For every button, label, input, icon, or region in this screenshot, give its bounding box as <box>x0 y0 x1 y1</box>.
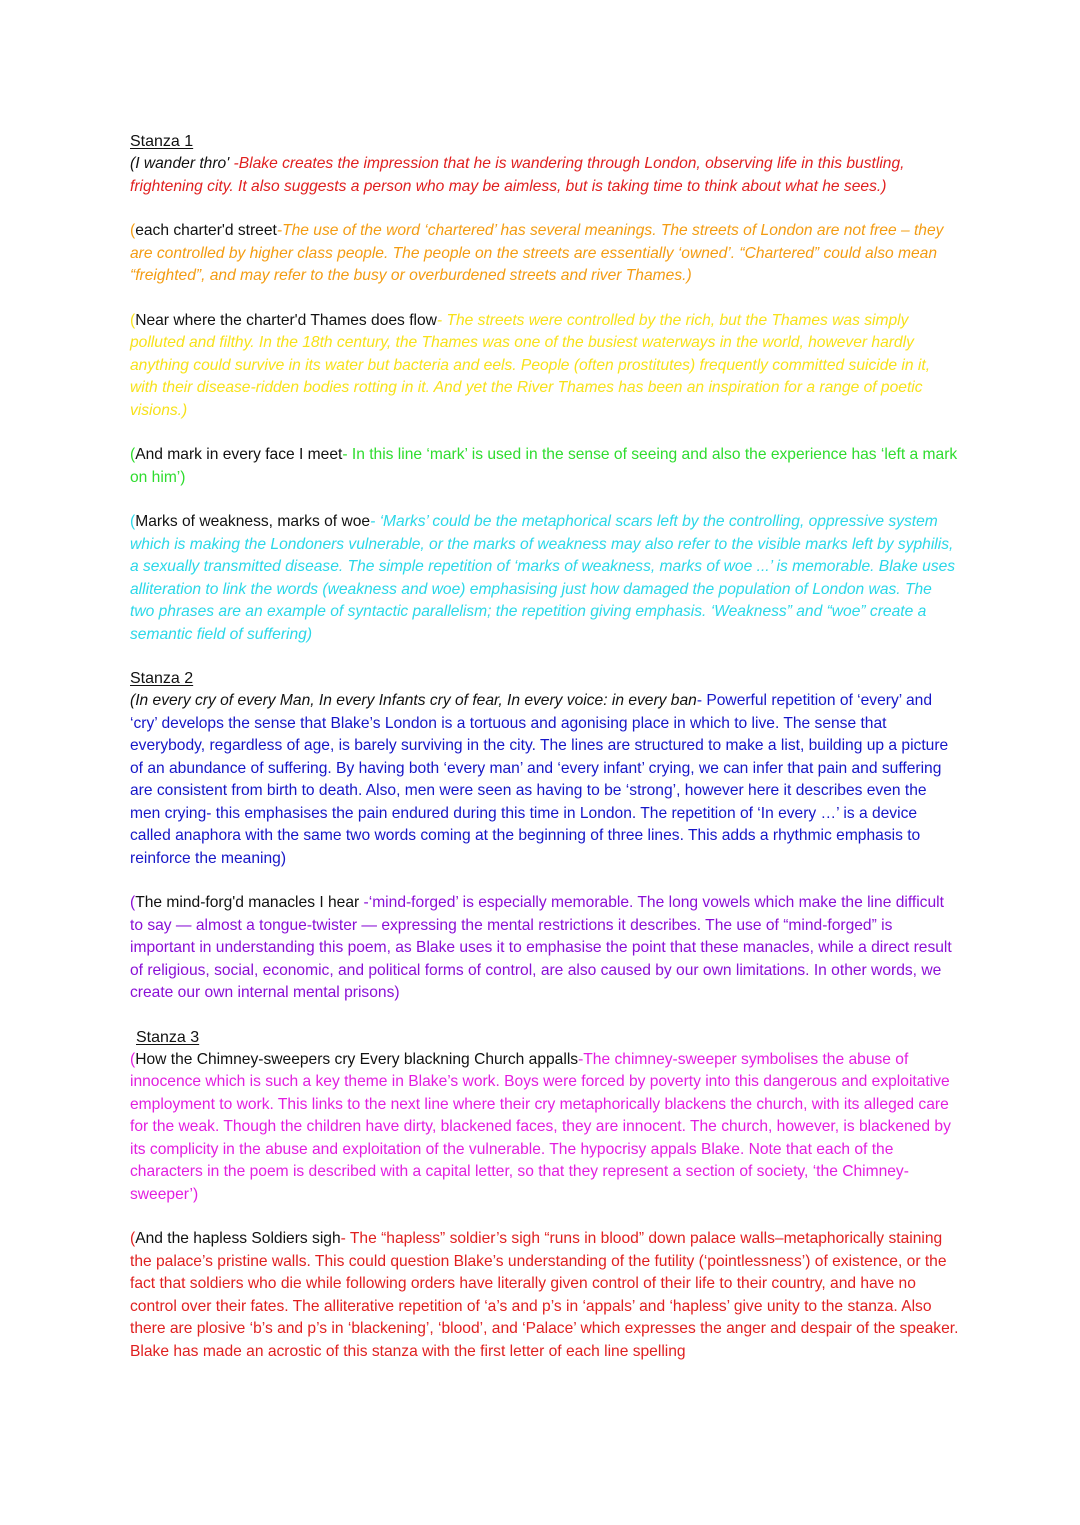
note-marks-of-weakness <box>130 511 960 646</box>
comment: - ‘Marks’ could be the metaphorical scars left by the controlling, oppressive system which is making the Londoners vulnerable, or the marks of weakness may also refer to the visible marks left by syphilis, a sexually transmitted disease. The simple repetition of ‘marks of weakness, marks of woe ...’ is memorable. Blake uses alliteration to link the words (weakness and woe) emphasising just how damaged the population of London was. The two phrases are an example of syntactic parallelism; the repetition giving emphasis. ‘Weakness” and “woe” create a semantic field of suffering) <box>130 513 956 643</box>
note-mark-every-face <box>130 444 960 489</box>
note-hapless-soldiers <box>130 1228 960 1363</box>
note-charterd-thames <box>130 310 960 423</box>
open-bracket: ( <box>130 692 136 709</box>
open-bracket: ( <box>130 222 136 239</box>
note-i-wander <box>130 153 960 198</box>
open-bracket: ( <box>130 1230 136 1247</box>
open-bracket: ( <box>130 311 136 329</box>
quote: In every cry of every Man, In every Infants cry of fear, In every voice: in every ban <box>135 692 697 709</box>
quote: Marks of weakness, marks of woe <box>135 513 371 530</box>
stanza-1-heading: Stanza 1 <box>130 133 194 150</box>
note-chimney-sweepers <box>130 1049 960 1207</box>
quote: The mind-forg'd manacles I hear <box>135 894 360 911</box>
note-every-cry <box>130 690 960 870</box>
comment: -‘mind-forged’ is especially memorable. The long vowels which make the line difficult to say — almost a tongue-twister — expressing the mental restrictions it describes. The use of “mind-forged” is important in understanding this poem, as Blake uses it to emphasise the point that these manacles, while a direct result of religious, social, economic, and political forms of control, are also caused by our own limitations. In other words, we create our own internal mental prisons) <box>130 894 952 1001</box>
comment: -Blake creates the impression that he is wandering through London, observing life in this bustling, frightening city. It also suggests a person who may be aimless, but is taking time to think about what he sees.) <box>130 155 905 195</box>
open-bracket: ( <box>130 1050 136 1068</box>
quote: each charter'd street <box>135 222 277 239</box>
comment: - The streets were controlled by the rich, but the Thames was simply polluted and filthy. In the 18th century, the Thames was one of the busiest waterways in the world, however hardly anything could survive in its water but bacteria and eels. People (often prostitutes) frequently committed suicide in it, with their disease-ridden bodies rotting in it. And yet the River Thames has been an inspiration for a range of poetic visions.) <box>130 311 931 419</box>
quote: I wander thro' <box>135 155 230 172</box>
comment: - The “hapless” soldier’s sigh “runs in blood” down palace walls–metaphorically staining the palace’s pristine walls. This could question Blake’s understanding of the futility (‘pointlessness’) of existence, or the fact that soldiers who die while following orders have literally given control of their life to their country, and have no control over their fates. The alliterative repetition of ‘a’s and p’s in ‘appals’ and ‘hapless’ give unity to the stanza. Also there are plosive ‘b’s and p’s in ‘blackening’, ‘blood’, and ‘Palace’ which expresses the anger and despair of the speaker. Blake has made an acrostic of this stanza with the first letter of each line spelling <box>130 1230 959 1360</box>
comment: -The use of the word ‘chartered’ has several meanings. The streets of London are not free – they are controlled by higher class people. The people on the streets are essentially ‘owned’. “Chartered” could also mean “freighted”, and may refer to the busy or overburdened streets and river Thames.) <box>130 222 944 284</box>
quote: Near where the charter'd Thames does flow <box>135 311 437 329</box>
comment: - Powerful repetition of ‘every’ and ‘cry’ develops the sense that Blake’s London is a tortuous and agonising place in which to live. The sense that everybody, regardless of age, is barely surviving in the city. The lines are structured to make a list, building up a picture of an abundance of suffering. By having both ‘every man’ and ‘every infant’ crying, we can infer that pain and suffering are consistent from birth to death. Also, men were seen as having to be ‘strong’, however here it describes even the men crying- this emphasises the pain endured during this time in London. The repetition of ‘In every …’ is a device called anaphora with the same two words coming at the beginning of three lines. This adds a rhythmic emphasis to reinforce the meaning) <box>130 692 949 867</box>
open-bracket: ( <box>130 513 136 530</box>
stanza-3-heading: Stanza 3 <box>136 1028 200 1046</box>
comment: -The chimney-sweeper symbolises the abuse of innocence which is such a key theme in Blake’s work. Boys were forced by poverty into this dangerous and exploitative employment to work. This links to the next line where their cry metaphorically blackens the church, with its alleged care for the weak. Though the children have dirty, blackened faces, they are innocent. The church, however, is blackened by its complicity in the abuse and exploitation of the vulnerable. The hypocrisy appals Blake. Note that each of the characters in the poem is described with a capital letter, so that they represent a section of society, ‘the Chimney-sweeper’) <box>130 1050 951 1203</box>
open-bracket: ( <box>130 894 136 911</box>
note-charterd-street <box>130 220 960 288</box>
stanza-2-heading: Stanza 2 <box>130 670 194 687</box>
open-bracket: ( <box>130 446 136 463</box>
quote: And mark in every face I meet <box>135 446 343 463</box>
notes-page <box>130 131 960 1363</box>
quote: And the hapless Soldiers sigh <box>135 1230 341 1247</box>
comment: - In this line ‘mark’ is used in the sense of seeing and also the experience has ‘left a mark on him’) <box>130 446 958 486</box>
quote: How the Chimney-sweepers cry Every blackning Church appalls <box>135 1050 579 1068</box>
open-bracket: ( <box>130 155 136 172</box>
note-mind-forgd <box>130 892 960 1005</box>
